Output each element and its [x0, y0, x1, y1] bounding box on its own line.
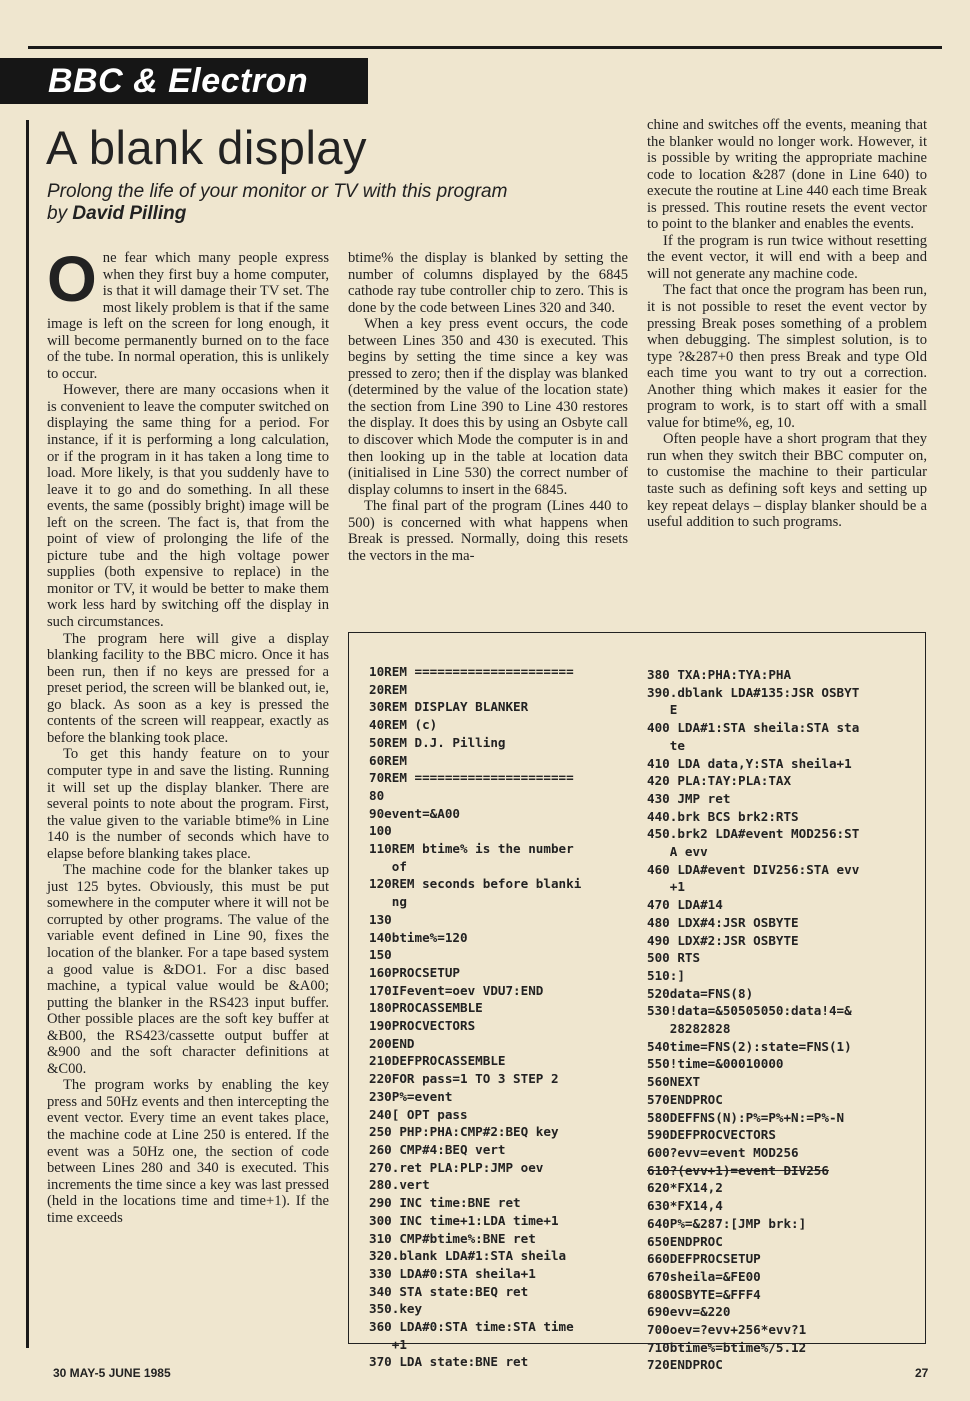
code-line: 380 TXA:PHA:TYA:PHA	[647, 667, 792, 682]
code-line: 480 LDX#4:JSR OSBYTE	[647, 914, 799, 930]
code-line: 70REM =====================	[369, 770, 574, 786]
code-line: 640P%=&287:[JMP brk:]	[647, 1215, 807, 1231]
code-line: 28282828	[647, 1021, 731, 1037]
code-line: 110REM btime% is the number	[369, 841, 574, 857]
code-line: 590DEFPROCVECTORS	[647, 1127, 776, 1143]
page-number: 27	[915, 1366, 929, 1380]
code-line: 180PROCASSEMBLE	[369, 1000, 483, 1016]
code-line: 560NEXT	[647, 1074, 701, 1090]
code-line: 130	[369, 911, 392, 927]
code-line: 610?(evv+1)=event DIV256	[647, 1162, 829, 1178]
code-line: 320.blank LDA#1:STA sheila	[369, 1248, 567, 1264]
code-line: 710btime%=btime%/5.12	[647, 1339, 807, 1355]
code-line: 100	[369, 823, 392, 839]
code-line: 60REM	[369, 752, 407, 768]
code-line: 240[ OPT pass	[369, 1106, 468, 1122]
code-line: 10REM =====================	[369, 664, 574, 679]
code-line: ng	[369, 894, 407, 910]
code-line: 620*FX14,2	[647, 1180, 723, 1196]
section-banner: BBC & Electron	[0, 58, 368, 104]
code-line: 470 LDA#14	[647, 897, 723, 913]
code-line: 420 PLA:TAY:PLA:TAX	[647, 773, 792, 789]
code-line: 290 INC time:BNE ret	[369, 1195, 521, 1211]
left-rule	[26, 120, 29, 1348]
code-line: 310 CMP#btime%:BNE ret	[369, 1230, 536, 1246]
paragraph: The program here will give a display blanking facility to the BBC micro. Once it has been run, then if no keys are pressed for a preset period, the screen will be blanked out, ie, go black. As soon as a key is pressed the contents of the screen will reappear, exactly as before the blanking took place.	[47, 630, 329, 746]
code-line: +1	[647, 879, 685, 895]
code-line: of	[369, 858, 407, 874]
paragraph: The fact that once the program has been run, it is not possible to reset the event vector by pressing Break poses something of a problem when debugging. The simplest solution, is to type ?&287+0 then press Break and type Old each time you want to try out a correction. Another thing which makes it easier for the program to work, is to start off with a small value for btime%, eg, 10.	[647, 282, 927, 431]
code-line: 580DEFFNS(N):P%=P%+N:=P%-N	[647, 1109, 845, 1125]
paragraph: The program works by enabling the key press and 50Hz events and then intercepting the event vector. Every time an event takes place, the machine code at Line 250 is entered. If the event was a 50Hz one, the section of code between Lines 280 and 340 is executed. This increments the time since a key was last pressed (held in the locations time and time+1). If the time exceeds	[47, 1077, 329, 1226]
code-line: 680OSBYTE=&FFF4	[647, 1286, 761, 1302]
code-line: 140btime%=120	[369, 929, 468, 945]
code-line: 530!data=&50505050:data!4=&	[647, 1003, 852, 1019]
code-line: 220FOR pass=1 TO 3 STEP 2	[369, 1071, 559, 1087]
code-line: 370 LDA state:BNE ret	[369, 1354, 529, 1370]
code-line: 350.key	[369, 1301, 423, 1317]
listing-column-left	[369, 663, 581, 1371]
author-name: David Pilling	[72, 203, 187, 224]
code-line: 200END	[369, 1035, 415, 1051]
paragraph: Often people have a short program that they run when they switch their BBC computer on, to customise the machine to their particular taste such as defining soft keys and setting up key repeat delays – display blanker should be a useful addition to such programs.	[647, 431, 927, 531]
code-line: 630*FX14,4	[647, 1198, 723, 1214]
code-line: 170IFevent=oev VDU7:END	[369, 982, 544, 998]
paragraph: The final part of the program (Lines 440 to 500) is concerned with what happens when Break is pressed. Normally, doing this resets the vectors in the ma-	[348, 498, 628, 564]
code-line: 210DEFPROCASSEMBLE	[369, 1053, 506, 1069]
code-line: 80	[369, 787, 385, 803]
code-line: 690evv=&220	[647, 1304, 731, 1320]
code-line: 700oev=?evv+256*evv?1	[647, 1322, 807, 1338]
headline: A blank display	[46, 121, 368, 174]
code-line: 50REM D.J. Pilling	[369, 734, 506, 750]
code-line: 550!time=&00010000	[647, 1056, 784, 1072]
code-line: 520data=FNS(8)	[647, 985, 754, 1001]
code-line: 510:]	[647, 967, 685, 983]
code-line: 400 LDA#1:STA sheila:STA sta	[647, 720, 860, 736]
code-line: 450.brk2 LDA#event MOD256:ST	[647, 826, 860, 842]
code-line: 430 JMP ret	[647, 790, 731, 806]
code-line: 280.vert	[369, 1177, 430, 1193]
code-line: 410 LDA data,Y:STA sheila+1	[647, 755, 852, 771]
paragraph: chine and switches off the events, meaning that the blanker would no longer work. However, it is possible by writing the appropriate machine code to location &287 (done in Line 640) to execute the routine at Line 440 each time Break is pressed. This routine resets the event vector to point to the blanker and enables the events.	[647, 117, 927, 233]
code-line: 720ENDPROC	[647, 1357, 723, 1373]
standfirst: Prolong the life of your monitor or TV with this program	[47, 181, 508, 202]
code-line: 30REM DISPLAY BLANKER	[369, 699, 529, 715]
code-line: 500 RTS	[647, 950, 701, 966]
code-line: 300 INC time+1:LDA time+1	[369, 1212, 559, 1228]
byline	[47, 203, 507, 225]
paragraph: One fear which many people express when they first buy a home computer, is that it will damage their TV set. The most likely problem is that if the same image is left on the screen for long enough, it will become permanently burned on to the face of the tube. In normal operation, this is unlikely to occur.	[47, 243, 329, 382]
code-line: 670sheila=&FE00	[647, 1268, 761, 1284]
code-line: E	[647, 702, 678, 718]
code-line: 160PROCSETUP	[369, 964, 460, 980]
paragraph: The machine code for the blanker takes up just 125 bytes. Obviously, this must be put somewhere in the computer where it will not be corrupted by other programs. The value of the variable event defined in Line 90, fixes the location of the blanker. For a tape based system a good value is &DO1. For a disc based machine, a typical value would be &A00; putting the blanker in the RS423 input buffer. Other possible places are the soft key buffer at &B00, the RS423/cassette output buffer at &900 and the soft character definitions at &C00.	[47, 862, 329, 1077]
code-line: 230P%=event	[369, 1088, 453, 1104]
paragraph: If the program is run twice without resetting the event vector, it will end with a beep and will not generate any machine code.	[647, 232, 927, 282]
code-line: 360 LDA#0:STA time:STA time	[369, 1319, 574, 1335]
code-line: te	[647, 737, 685, 753]
paragraph: To get this handy feature on to your computer type in and save the listing. Running it will set up the display blanker. There are several points to note about the program. First, the value given to the variable btime% in Line 140 is the number of seconds which have to elapse before blanking takes place.	[47, 746, 329, 862]
paragraph: btime% the display is blanked by setting the number of columns displayed by the 6845 cathode ray tube controller chip to zero. This is done by the code between Lines 320 and 340.	[348, 250, 628, 316]
byline-prefix: by	[47, 203, 68, 224]
code-line: 120REM seconds before blanki	[369, 876, 582, 892]
article-column-2	[348, 250, 628, 564]
paragraph: However, there are many occasions when it is convenient to leave the computer switched on displaying the same thing for a period. For instance, if it is performing a long calculation, or if the program in it has taken a long time to load. More likely, is that you suddenly have to leave it to go and do something. In all these events, the same (possibly bright) image will be left on the screen. The fact is, that from the point of view of prolonging the life of the picture tube and the high voltage power supplies (both expensive to replace) in the monitor or TV, it would be better to make them work less hard by switching off the display in such circumstances.	[47, 382, 329, 631]
code-line: 260 CMP#4:BEQ vert	[369, 1141, 506, 1157]
code-line: 270.ret PLA:PLP:JMP oev	[369, 1159, 544, 1175]
code-line: 340 STA state:BEQ ret	[369, 1283, 529, 1299]
paragraph: When a key press event occurs, the code between Lines 350 and 430 is executed. This begins by setting the time since a key was pressed to zero; then if the display was blanked (determined by the value of the location state) the section from Line 390 to Line 430 restores the display. It does this by using an Osbyte call to discover which Mode the computer is in and then looking up in the table at location data (initialised in Line 530) the correct number of display columns to insert in the 6845.	[348, 316, 628, 498]
code-line: 660DEFPROCSETUP	[647, 1251, 761, 1267]
code-line: +1	[369, 1336, 407, 1352]
article-column-1	[47, 243, 329, 1226]
code-line: 650ENDPROC	[647, 1233, 723, 1249]
code-line: 190PROCVECTORS	[369, 1018, 476, 1034]
code-line: 460 LDA#event DIV256:STA evv	[647, 861, 860, 877]
standfirst-block	[47, 181, 507, 225]
code-line: 600?evv=event MOD256	[647, 1144, 799, 1160]
code-line: 490 LDX#2:JSR OSBYTE	[647, 932, 799, 948]
code-line: 440.brk BCS brk2:RTS	[647, 808, 799, 824]
code-line: 150	[369, 947, 392, 963]
top-rule	[28, 46, 942, 49]
code-line: 90event=&A00	[369, 805, 460, 821]
code-line: 20REM	[369, 681, 407, 697]
issue-date: 30 MAY-5 JUNE 1985	[53, 1366, 171, 1380]
program-listing-box	[348, 632, 926, 1373]
code-line: 330 LDA#0:STA sheila+1	[369, 1265, 536, 1281]
article-column-3	[647, 117, 927, 531]
drop-cap: O	[47, 243, 97, 315]
code-line: 570ENDPROC	[647, 1091, 723, 1107]
code-line: 40REM (c)	[369, 717, 438, 733]
code-line: 540time=FNS(2):state=FNS(1)	[647, 1038, 852, 1054]
code-line: A evv	[647, 844, 708, 860]
listing-column-right	[647, 666, 859, 1374]
code-line: 250 PHP:PHA:CMP#2:BEQ key	[369, 1124, 559, 1140]
code-line: 390.dblank LDA#135:JSR OSBYT	[647, 684, 860, 700]
